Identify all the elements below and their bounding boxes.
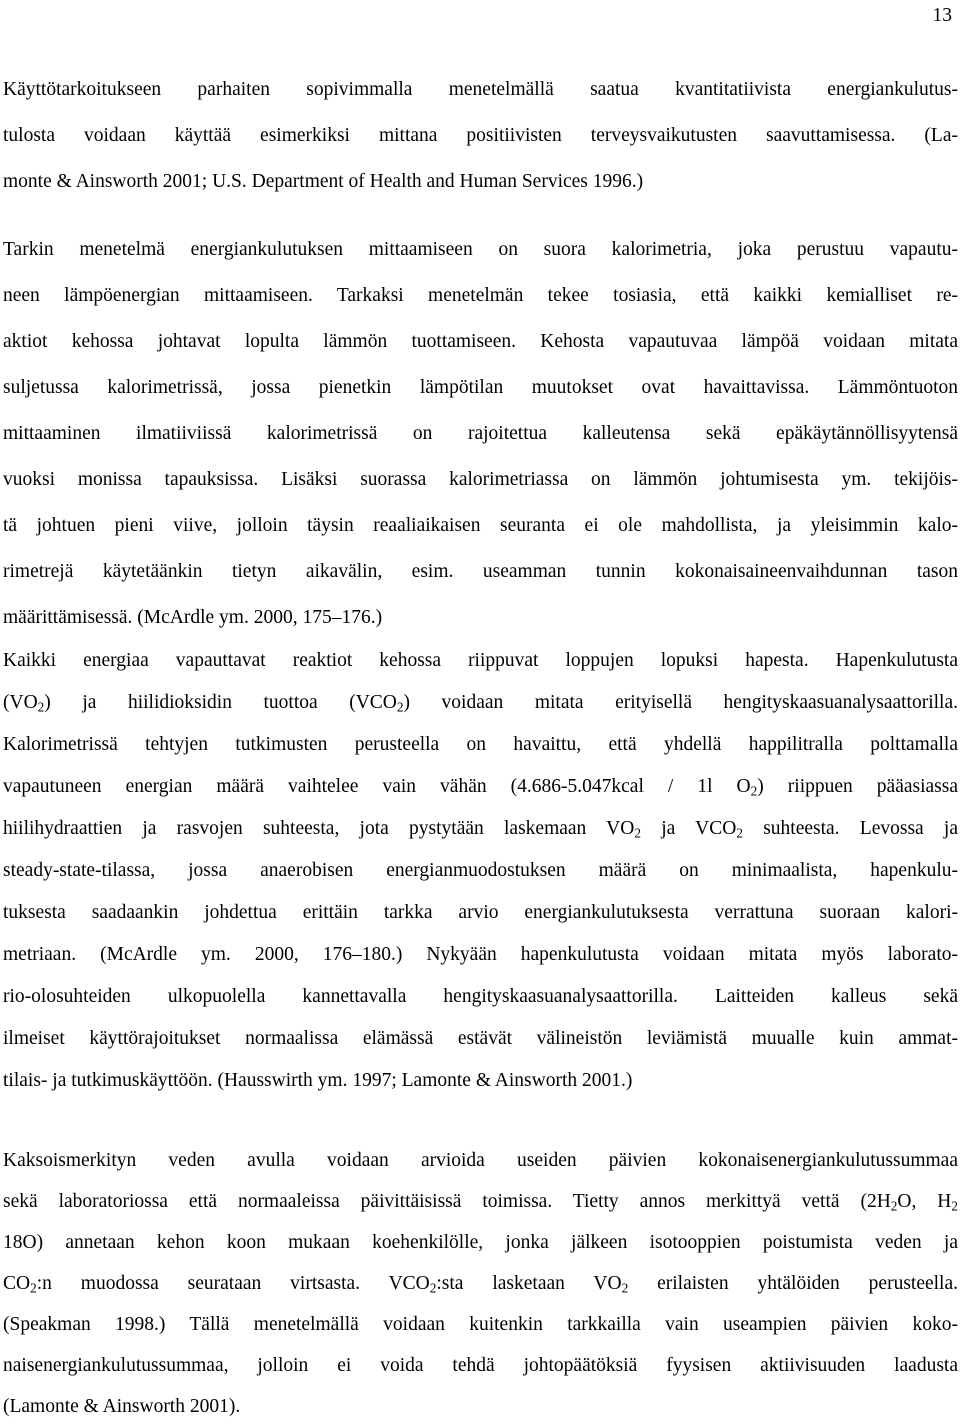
text-segment: vuoksi monissa tapauksissa. Lisäksi suorassa kalorimetriassa on lämmön johtumisesta ym. tekijöis-: [3, 469, 958, 490]
text-segment: naisenergiankulutussummaa, jolloin ei voida tehdä johtopäätöksiä fyysisen aktiivisuuden laadusta: [3, 1355, 958, 1376]
text-line: [3, 549, 958, 595]
text-segment: (Lamonte & Ainsworth 2001).: [3, 1396, 241, 1417]
text-segment: 18O) annetaan kehon koon mukaan koehenkilölle, jonka jälkeen isotooppien poistumista veden ja: [3, 1232, 958, 1253]
text-segment: Kalorimetrissä tehtyjen tutkimusten perusteella on havaittu, että yhdellä happilitralla polttamalla: [3, 734, 958, 755]
text-line: [3, 67, 958, 113]
text-segment: suhteesta. Levossa ja: [742, 818, 958, 839]
text-segment: aktiot kehossa johtavat lopulta lämmön tuottamiseen. Kehosta vapautuvaa lämpöä voidaan mitata: [3, 331, 958, 352]
text-segment: hiilihydraattien ja rasvojen suhteesta, jota pystytään laskemaan VO: [3, 818, 635, 839]
text-segment: mittaaminen ilmatiiviissä kalorimetrissä on rajoitettua kalleutensa sekä epäkäytännöllisyytensä: [3, 423, 958, 444]
paragraph-4: [3, 1140, 958, 1427]
text-segment: :sta lasketaan VO: [436, 1273, 622, 1294]
text-line: [3, 159, 958, 205]
text-line: [3, 1060, 958, 1102]
text-segment: rio-olosuhteiden ulkopuolella kannettavalla hengityskaasuanalysaattorilla. Laitteiden kalleus sekä: [3, 986, 958, 1007]
text-line: [3, 850, 958, 892]
text-line: [3, 724, 958, 766]
text-segment: ) ja hiilidioksidin tuottoa (VCO: [44, 692, 397, 713]
subscript: 2: [951, 1198, 958, 1214]
text-line: [3, 640, 958, 682]
text-segment: ilmeiset käyttörajoitukset normaalissa elämässä estävät välineistön leviämistä muualle kuin ammat-: [3, 1028, 958, 1049]
text-line: [3, 808, 958, 850]
subscript: 2: [30, 1280, 37, 1296]
text-segment: Kaikki energiaa vapauttavat reaktiot kehossa riippuvat loppujen lopuksi hapesta. Hapenkulutusta: [3, 650, 958, 671]
text-line: [3, 319, 958, 365]
text-segment: O, H: [897, 1191, 952, 1212]
text-segment: (Speakman 1998.) Tällä menetelmällä voidaan kuitenkin tarkkailla vain useampien päivien koko-: [3, 1314, 958, 1335]
text-line: [3, 113, 958, 159]
text-segment: ja VCO: [640, 818, 737, 839]
text-line: [3, 892, 958, 934]
text-line: [3, 365, 958, 411]
text-segment: monte & Ainsworth 2001; U.S. Department of Health and Human Services 1996.): [3, 171, 644, 192]
page-number: 13: [932, 5, 952, 26]
text-line: [3, 1304, 958, 1345]
text-segment: vapautuneen energian määrä vaihtelee vain vähän (4.686-5.047kcal / 1l O: [3, 776, 751, 797]
text-segment: Tarkin menetelmä energiankulutuksen mittaamiseen on suora kalorimetria, joka perustuu vapautu-: [3, 239, 958, 260]
text-line: [3, 1222, 958, 1263]
text-segment: Käyttötarkoitukseen parhaiten sopivimmalla menetelmällä saatua kvantitatiivista energiankulutus-: [3, 79, 958, 100]
text-segment: metriaan. (McArdle ym. 2000, 176–180.) Nykyään hapenkulutusta voidaan mitata myös laborato-: [3, 944, 958, 965]
text-segment: tilais- ja tutkimuskäyttöön. (Hausswirth ym. 1997; Lamonte & Ainsworth 2001.): [3, 1070, 633, 1091]
text-line: [3, 1181, 958, 1222]
text-segment: Kaksoismerkityn veden avulla voidaan arvioida useiden päivien kokonaisenergiankulutussummaa: [3, 1150, 958, 1171]
text-line: [3, 1140, 958, 1181]
subscript: 2: [396, 699, 404, 715]
text-segment: tulosta voidaan käyttää esimerkiksi mittana positiivisten terveysvaikutusten saavuttamisessa. (La-: [3, 125, 958, 146]
subscript: 2: [621, 1280, 629, 1296]
subscript: 2: [634, 825, 641, 841]
text-segment: ) voidaan mitata erityisellä hengityskaasuanalysaattorilla.: [403, 692, 959, 713]
text-line: [3, 1018, 958, 1060]
text-line: [3, 766, 958, 808]
text-line: [3, 273, 958, 319]
subscript: 2: [37, 699, 45, 715]
subscript: 2: [750, 783, 758, 799]
text-line: [3, 682, 958, 724]
text-line: [3, 1263, 958, 1304]
text-line: [3, 976, 958, 1018]
text-line: [3, 503, 958, 549]
subscript: 2: [736, 825, 743, 841]
text-segment: rimetrejä käytetäänkin tietyn aikavälin, esim. useamman tunnin kokonaisaineenvaihdunnan tason: [3, 561, 958, 582]
text-line: [3, 411, 958, 457]
paragraph-3: [3, 640, 958, 1102]
text-segment: ) riippuen pääasiassa: [757, 776, 959, 797]
text-line: [3, 227, 958, 273]
text-segment: neen lämpöenergian mittaamiseen. Tarkaksi menetelmän tekee tosiasia, että kaikki kemialliset re-: [3, 285, 958, 306]
paragraph-2: [3, 227, 958, 641]
text-segment: (VO: [3, 692, 38, 713]
text-line: [3, 457, 958, 503]
text-segment: tuksesta saadaankin johdettua erittäin tarkka arvio energiankulutuksesta verrattuna suoraan kalori-: [3, 902, 958, 923]
text-segment: suljetussa kalorimetrissä, jossa pienetkin lämpötilan muutokset ovat havaittavissa. Lämmöntuoton: [3, 377, 958, 398]
text-line: [3, 595, 958, 641]
text-segment: tä johtuen pieni viive, jolloin täysin reaaliaikaisen seuranta ei ole mahdollista, ja yleisimmin kalo-: [3, 515, 958, 536]
text-line: [3, 1345, 958, 1386]
paragraph-1: [3, 67, 958, 205]
text-segment: CO: [3, 1273, 31, 1294]
text-segment: steady-state-tilassa, jossa anaerobisen energianmuodostuksen määrä on minimaalista, hapenkulu-: [3, 860, 958, 881]
text-segment: erilaisten yhtälöiden perusteella.: [628, 1273, 958, 1294]
text-segment: sekä laboratoriossa että normaaleissa päivittäisissä toimissa. Tietty annos merkittyä vettä (2H: [3, 1191, 891, 1212]
text-line: [3, 934, 958, 976]
subscript: 2: [429, 1280, 437, 1296]
text-segment: määrittämisessä. (McArdle ym. 2000, 175–176.): [3, 607, 383, 628]
text-segment: :n muodossa seurataan virtsasta. VCO: [36, 1273, 430, 1294]
subscript: 2: [890, 1198, 898, 1214]
